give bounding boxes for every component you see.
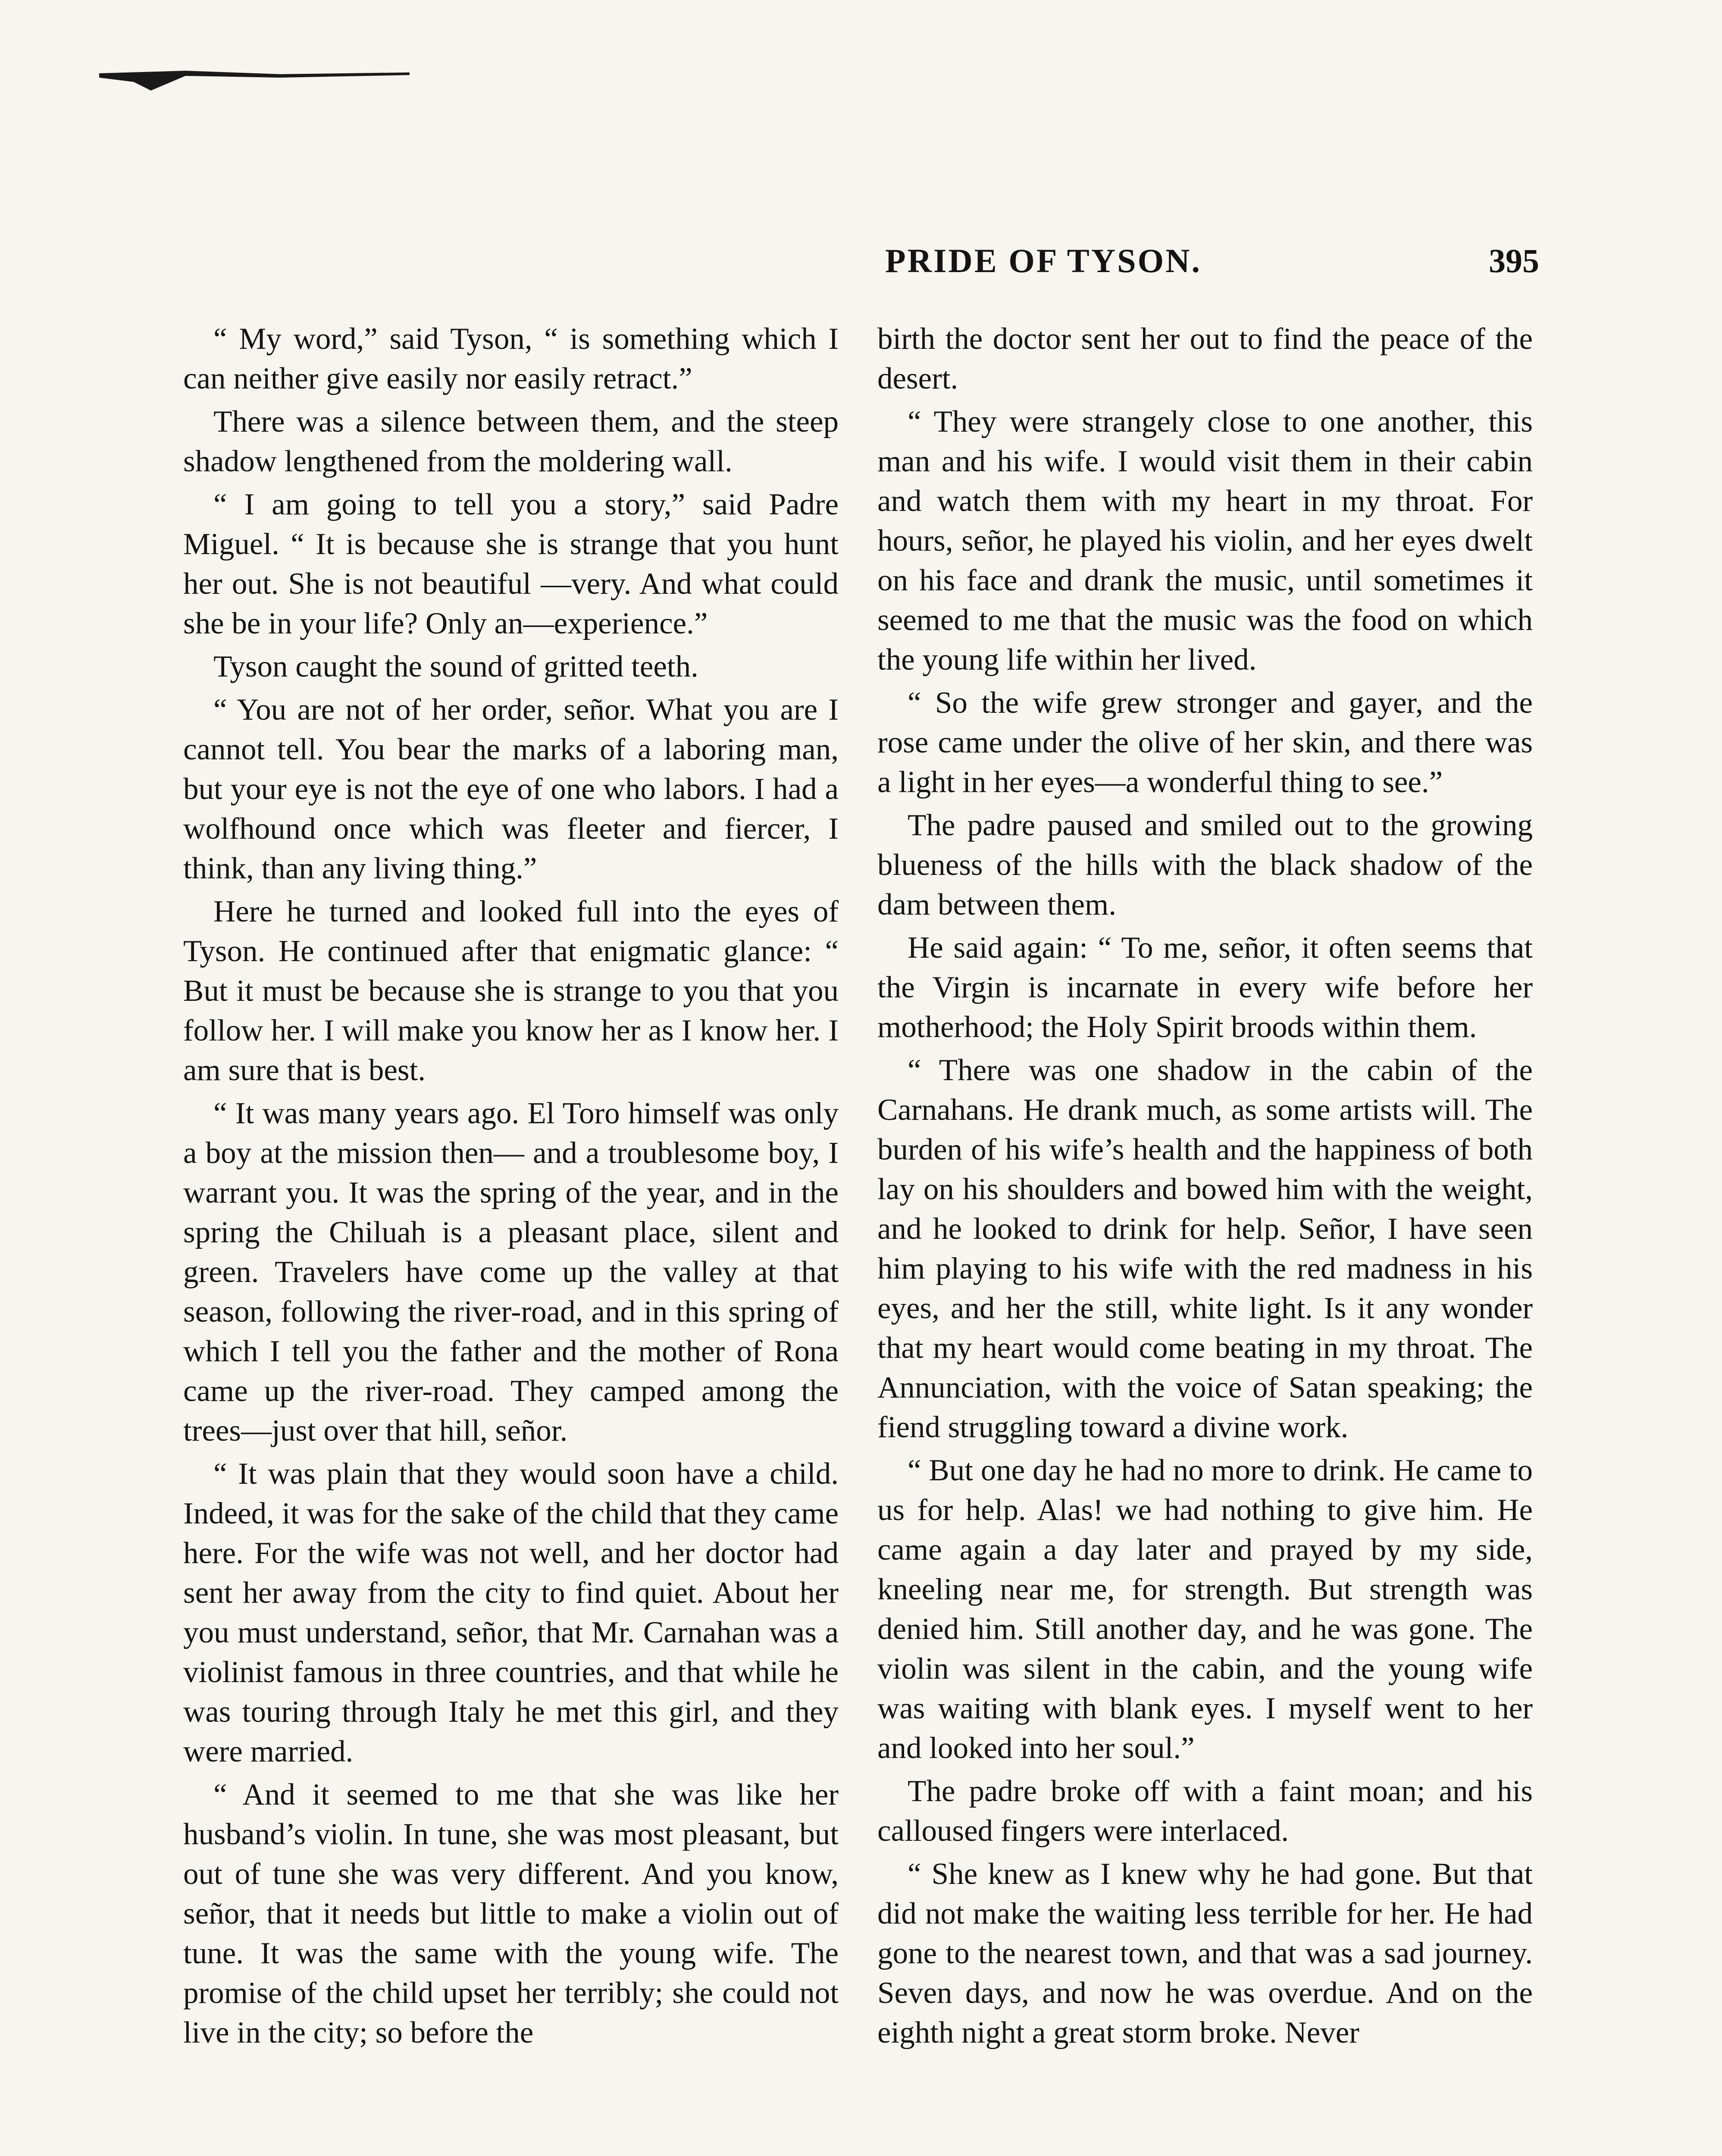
paragraph: “ My word,” said Tyson, “ is something which I can neither give easily nor easily retract.” xyxy=(183,322,839,395)
paragraph: “ And it seemed to me that she was like her husband’s violin. In tune, she was most pleasant, but out of tune she was very different. And you know, señor, that it needs but little to make a violin out of tune. It was the same with the young wife. The promise of the child upset her terribly; she could not live in the city; so before the xyxy=(183,1778,839,2049)
ink-smudge-top xyxy=(99,65,410,91)
paragraph: “ But one day he had no more to drink. He came to us for help. Alas! we had nothing to give him. He came again a day later and prayed by my side, kneeling near me, for strength. But strength was denied him. Still another day, and he was gone. The violin was silent in the cabin, and the young wife was waiting with blank eyes. I myself went to her and looked into her soul.” xyxy=(877,1454,1533,1765)
paragraph: “ I am going to tell you a story,” said Padre Miguel. “ It is because she is strange that you hunt her out. She is not beautiful —very. And what could she be in your life? Only an—experience.” xyxy=(183,488,839,640)
running-title: PRIDE OF TYSON. xyxy=(885,242,1202,279)
paragraph: There was a silence between them, and the steep shadow lengthened from the moldering wall. xyxy=(183,405,839,478)
paragraph: “ There was one shadow in the cabin of the Carnahans. He drank much, as some artists will. The burden of his wife’s health and the happiness of both lay on his shoulders and bowed him with the weight, and he looked to drink for help. Señor, I have seen him playing to his wife with the red madness in his eyes, and her the still, white light. Is it any wonder that my heart would come beating in my throat. The Annunciation, with the voice of Satan speaking; the fiend struggling toward a divine work. xyxy=(877,1053,1533,1444)
paragraph: He said again: “ To me, señor, it often seems that the Virgin is incarnate in every wife before her motherhood; the Holy Spirit broods within them. xyxy=(877,931,1533,1044)
paragraph: Here he turned and looked full into the eyes of Tyson. He continued after that enigmatic glance: “ But it must be because she is strange to you that you follow her. I will make you know her as I know her. I am sure that is best. xyxy=(183,895,839,1087)
paragraph: “ They were strangely close to one another, this man and his wife. I would visit them in their cabin and watch them with my heart in my throat. For hours, señor, he played his violin, and her eyes dwelt on his face and drank the music, until sometimes it seemed to me that the music was the food on which the young life within her lived. xyxy=(877,405,1533,677)
paragraph: The padre broke off with a faint moan; and his calloused fingers were interlaced. xyxy=(877,1774,1533,1848)
text-column-right xyxy=(877,319,1533,2156)
paragraph: The padre paused and smiled out to the growing blueness of the hills with the black shadow of the dam between them. xyxy=(877,808,1533,921)
paragraph: “ You are not of her order, señor. What you are I cannot tell. You bear the marks of a laboring man, but your eye is not the eye of one who labors. I had a wolfhound once which was fleeter and fiercer, I think, than any living thing.” xyxy=(183,693,839,885)
paragraph-continued: birth the doctor sent her out to find the peace of the desert. xyxy=(877,322,1533,395)
paragraph: Tyson caught the sound of gritted teeth. xyxy=(213,650,698,683)
page-number: 395 xyxy=(1489,242,1539,279)
paragraph: “ It was plain that they would soon have a child. Indeed, it was for the sake of the child that they came here. For the wife was not well, and her doctor had sent her away from the city to find quiet. About her you must understand, señor, that Mr. Carnahan was a violinist famous in three countries, and that while he was touring through Italy he met this girl, and they were married. xyxy=(183,1457,839,1768)
page-header xyxy=(181,241,1539,293)
paragraph: “ So the wife grew stronger and gayer, and the rose came under the olive of her skin, and there was a light in her eyes—a wonderful thing to see.” xyxy=(877,686,1533,799)
paragraph: “ She knew as I knew why he had gone. But that did not make the waiting less terrible for her. He had gone to the nearest town, and that was a sad journey. Seven days, and now he was overdue. And on the eighth night a great storm broke. Never xyxy=(877,1857,1533,2049)
text-column-left xyxy=(183,319,839,2156)
paragraph: “ It was many years ago. El Toro himself was only a boy at the mission then— and a troublesome boy, I warrant you. It was the spring of the year, and in the spring the Chiluah is a pleasant place, silent and green. Travelers have come up the valley at that season, following the river-road, and in this spring of which I tell you the father and the mother of Rona came up the river-road. They camped among the trees—just over that hill, señor. xyxy=(183,1097,839,1448)
